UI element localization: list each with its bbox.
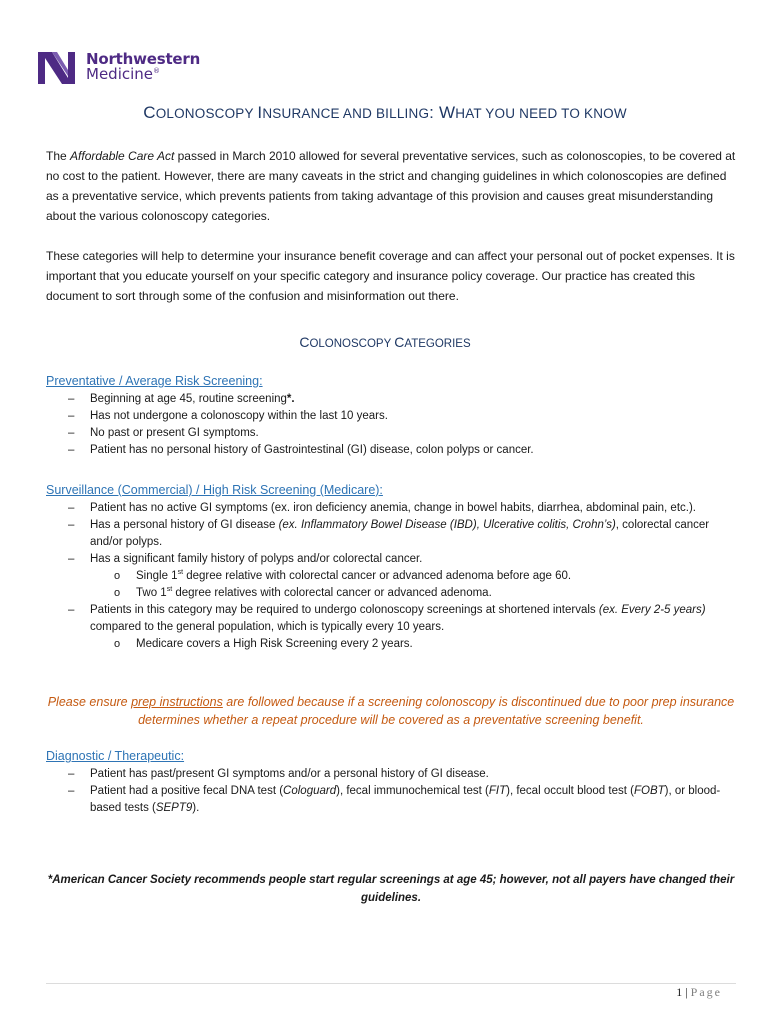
list-item: – Patients in this category may be required to undergo colonoscopy screenings at shortened intervals (ex. Every 2-5 years) compared to the general population, which is typically every 10 years. o Medicare covers a High Risk Screening every 2 years. — [46, 602, 736, 653]
prep-instructions-link[interactable]: prep instructions — [131, 695, 223, 709]
preventative-list — [46, 391, 736, 459]
list-item: – Has not undergone a colonoscopy within the last 10 years. — [46, 408, 736, 425]
sub-list-item: o Single 1st degree relative with colorectal cancer or advanced adenoma before age 60. — [90, 568, 736, 585]
page-footer: 1 | Page — [676, 985, 722, 999]
sub-list-item: o Two 1st degree relatives with colorectal cancer or advanced adenoma. — [90, 585, 736, 602]
footer-divider — [46, 983, 736, 984]
category-heading-preventative: Preventative / Average Risk Screening: — [46, 374, 263, 388]
list-item: – Has a personal history of GI disease (ex. Inflammatory Bowel Disease (IBD), Ulcerative colitis, Crohn’s), colorectal cancer and/or polyps. — [46, 517, 736, 551]
list-item: – Patient has no personal history of Gastrointestinal (GI) disease, colon polyps or cancer. — [46, 442, 736, 459]
section-heading: COLONOSCOPY CATEGORIES — [299, 334, 471, 350]
footnote: *American Cancer Society recommends people start regular screenings at age 45; however, not all payers have changed their guidelines. — [47, 874, 735, 904]
registered-mark: ® — [153, 67, 161, 75]
list-item: – Patient had a positive fecal DNA test (Cologuard), fecal immunochemical test (FIT), fecal occult blood test (FOBT), or blood-based tests (SEPT9). — [46, 783, 736, 817]
list-item: – Patient has no active GI symptoms (ex. iron deficiency anemia, change in bowel habits, diarrhea, abdominal pain, etc.). — [46, 500, 736, 517]
page-label: Page — [690, 985, 722, 999]
list-item: – Patient has past/present GI symptoms and/or a personal history of GI disease. — [46, 766, 736, 783]
list-item: – Has a significant family history of polyps and/or colorectal cancer. o Single 1st degree relative with colorectal cancer or advanced adenoma before age 60. o Two 1st degree relatives with colorectal cancer or advanced adenoma. — [46, 551, 736, 602]
list-item: – Beginning at age 45, routine screening*. — [46, 391, 736, 408]
prep-notice: Please ensure prep instructions are followed because if a screening colonoscopy is discontinued due to poor prep insurance determines whether a repeat procedure will be covered as a preventative screening benefit. — [47, 695, 735, 727]
intro-paragraph-1: The Affordable Care Act passed in March 2010 allowed for several preventative services, such as colonoscopies, to be covered at no cost to the patient. However, there are many caveats in the strict and changing guidelines in which colonoscopies are defined as a preventative service, which prevents patients from taking advantage of this provision and causes great misunderstanding about the various colonoscopy categories. — [46, 149, 736, 223]
page-number: 1 — [676, 985, 683, 999]
category-heading-surveillance: Surveillance (Commercial) / High Risk Screening (Medicare): — [46, 483, 383, 497]
surveillance-list — [46, 500, 736, 653]
sub-list-item: o Medicare covers a High Risk Screening every 2 years. — [90, 636, 736, 653]
logo-subname: Medicine — [86, 65, 154, 83]
intro-paragraph-2: These categories will help to determine your insurance benefit coverage and can affect your personal out of pocket expenses. It is important that you educate yourself on your specific category and insurance policy coverage. Our practice has created this document to sort through some of the confusion and misinformation out there. — [46, 249, 735, 303]
sub-list — [90, 636, 736, 653]
logo-name: Northwestern — [86, 50, 201, 68]
nm-logo-icon — [38, 50, 82, 84]
category-heading-diagnostic: Diagnostic / Therapeutic: — [46, 749, 185, 763]
diagnostic-list — [46, 766, 736, 817]
page-title: COLONOSCOPY INSURANCE AND BILLING: WHAT YOU NEED TO KNOW — [143, 103, 627, 122]
northwestern-medicine-logo — [38, 50, 200, 84]
sub-list — [90, 568, 736, 602]
list-item: – No past or present GI symptoms. — [46, 425, 736, 442]
